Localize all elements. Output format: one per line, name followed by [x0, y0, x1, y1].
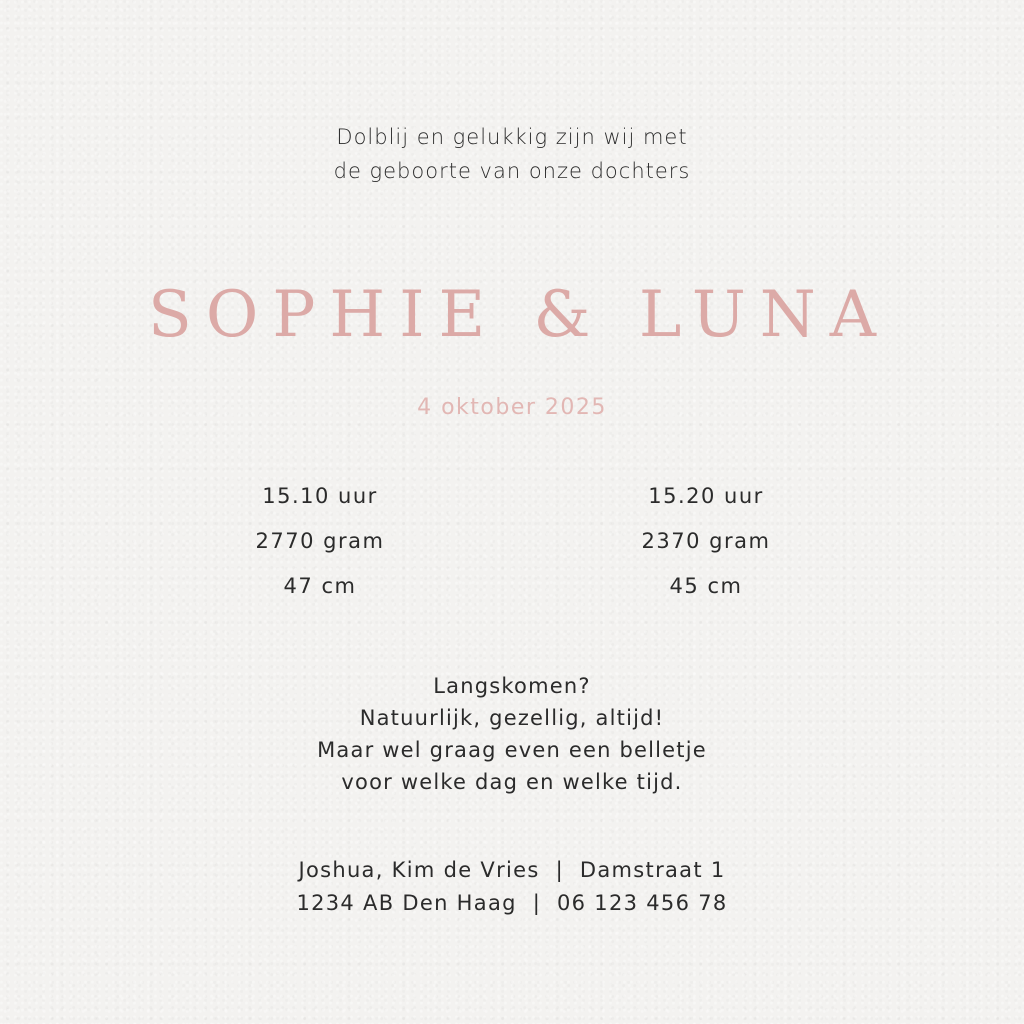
intro-line-2: de geboorte van onze dochters [333, 159, 691, 183]
contact-address [0, 854, 1024, 920]
address-line-1: Joshua, Kim de Vries | Damstraat 1 [298, 858, 726, 882]
address-line-2: 1234 AB Den Haag | 06 123 456 78 [296, 891, 728, 915]
baby-1-length: 47 cm [283, 574, 357, 598]
intro-line-1: Dolblij en gelukkig zijn wij met [336, 125, 688, 149]
birth-date: 4 oktober 2025 [417, 395, 607, 420]
baby-2-time: 15.20 uur [648, 484, 764, 508]
visit-line-4: voor welke dag en welke tijd. [341, 770, 683, 794]
baby-2-length: 45 cm [669, 574, 743, 598]
baby-1-details [170, 478, 470, 613]
baby-2-weight: 2370 gram [641, 529, 771, 553]
baby-2-details [556, 478, 856, 613]
visit-line-2: Natuurlijk, gezellig, altijd! [359, 706, 665, 730]
visit-message [0, 670, 1024, 798]
visit-line-1: Langskomen? [433, 674, 591, 698]
baby-names-heading: SOPHIE & LUNA [148, 278, 890, 352]
baby-1-time: 15.10 uur [262, 484, 378, 508]
intro-text [0, 120, 1024, 188]
baby-1-weight: 2770 gram [255, 529, 385, 553]
visit-line-3: Maar wel graag even een belletje [317, 738, 707, 762]
